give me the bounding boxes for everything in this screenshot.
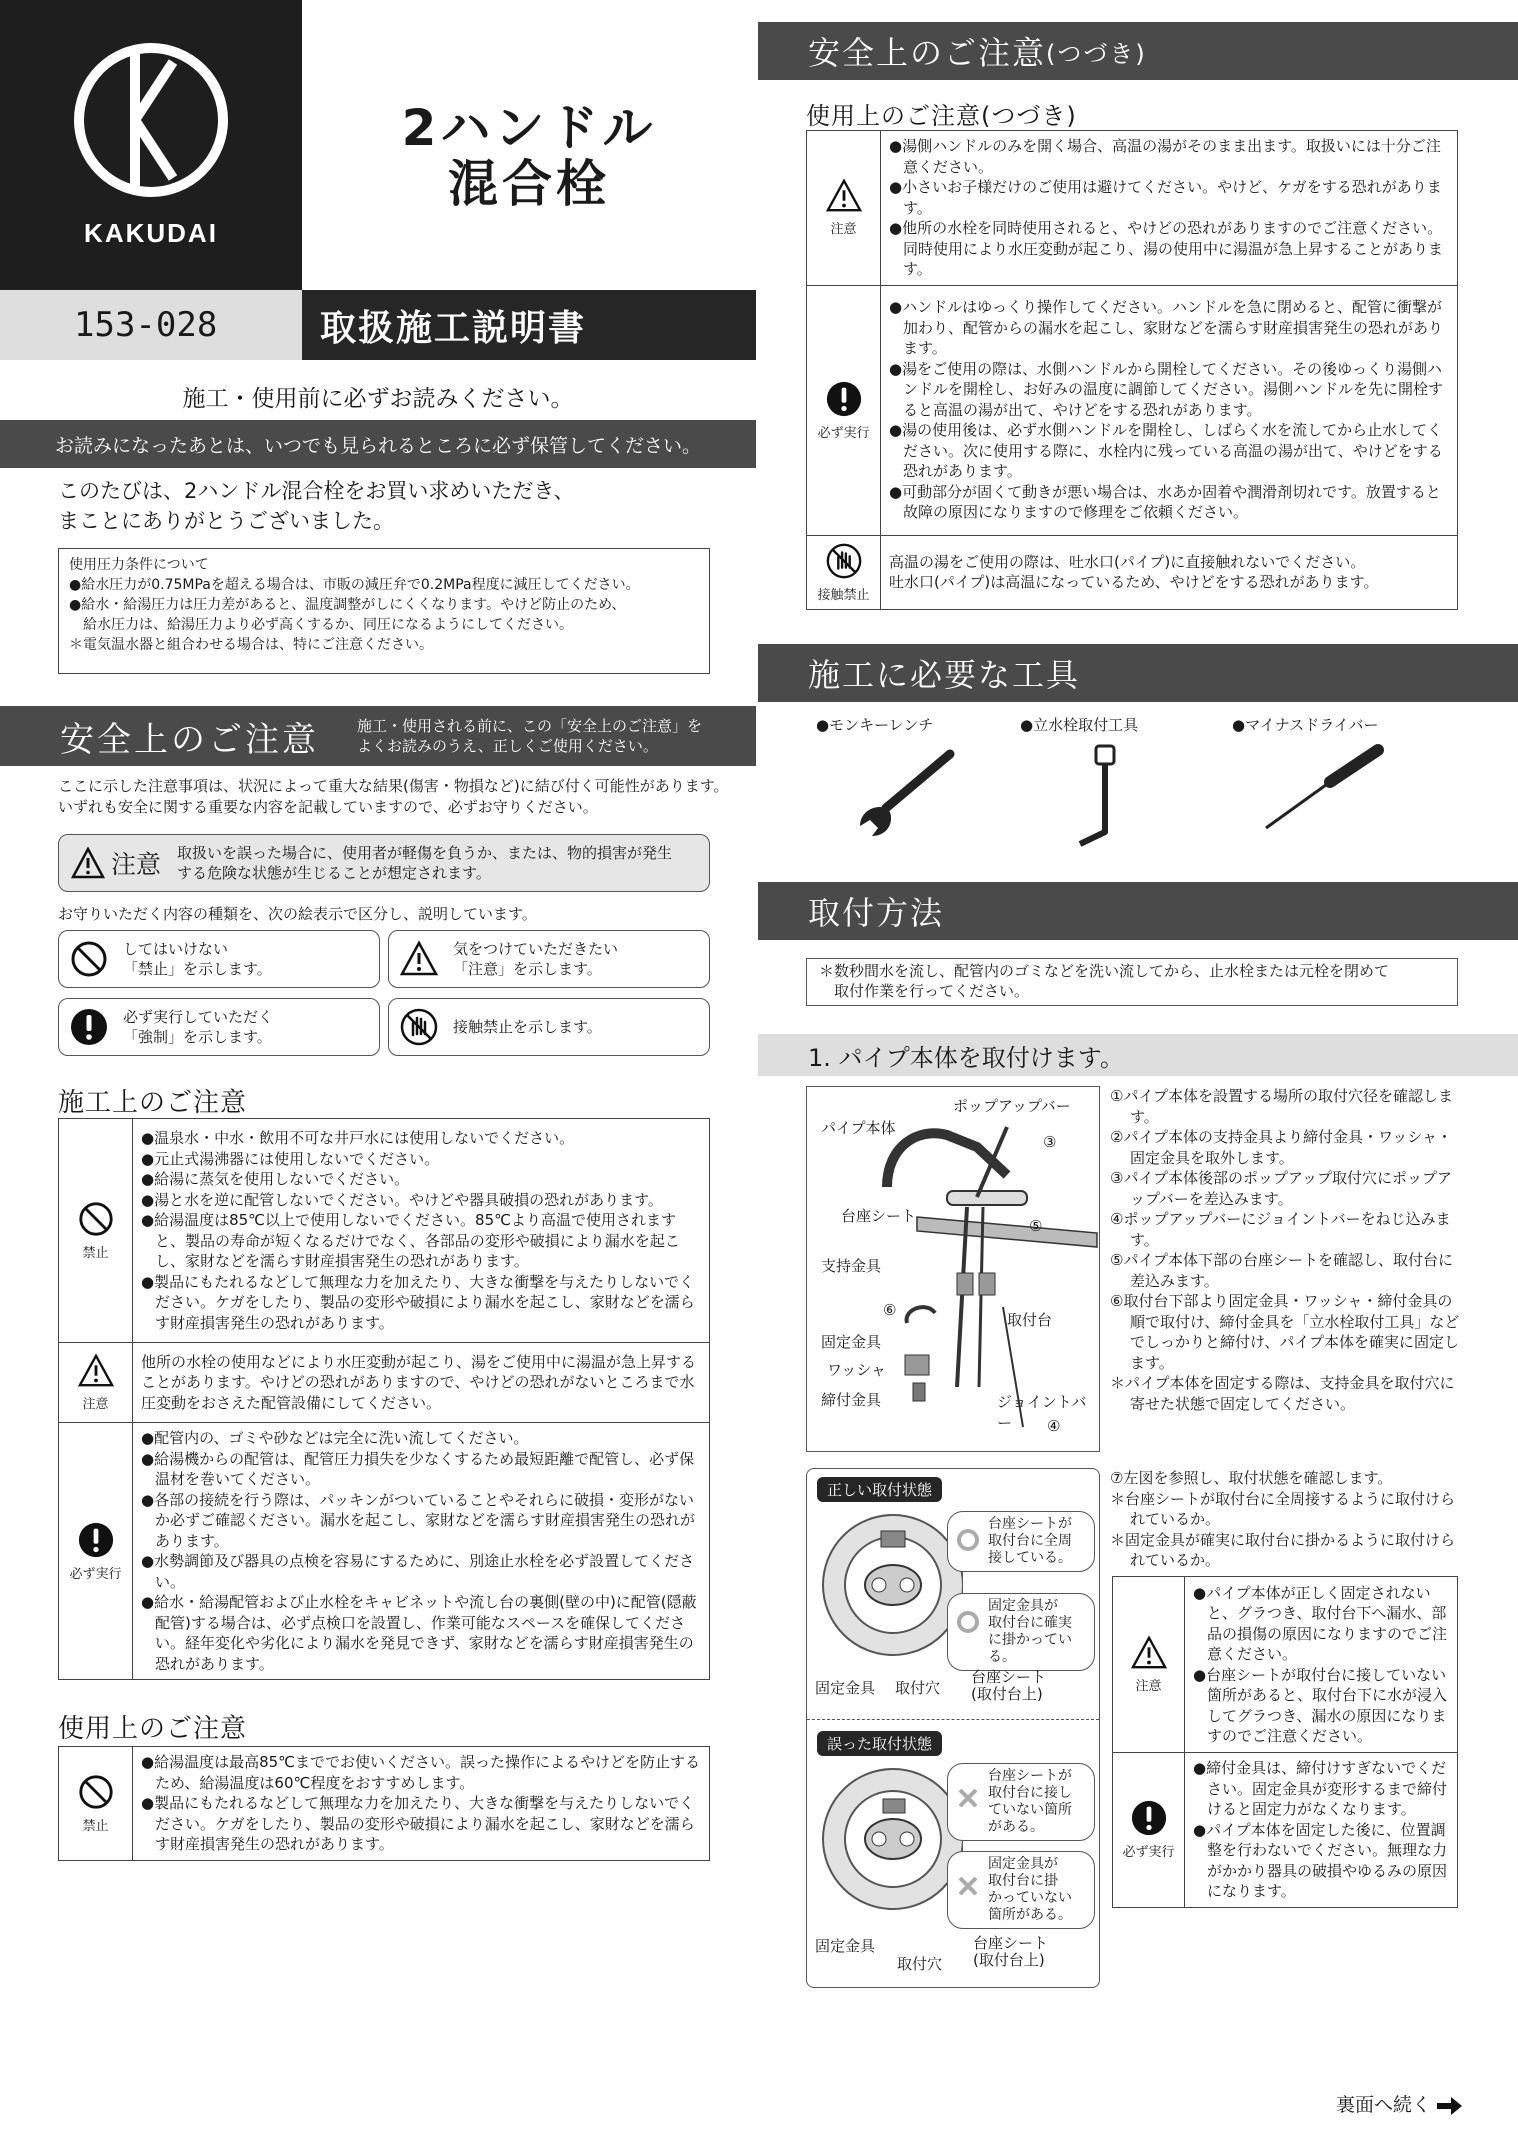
note-item: ●パイプ本体が正しく固定されないと、グラつき、取付台下へ漏水、部品の損傷の原因になりますのでご注意ください。 xyxy=(1193,1583,1448,1663)
step-item: ⑦左図を参照し、取付状態を確認します。 xyxy=(1110,1469,1393,1487)
caution-label: 注意 xyxy=(82,1397,109,1412)
label-step-3: ③ xyxy=(1043,1133,1057,1151)
bubble-line: 取付台に全周 xyxy=(988,1533,1072,1549)
caution-label: 注意 xyxy=(1135,1679,1162,1694)
usage-cont-table xyxy=(806,130,1458,610)
mandatory-icon xyxy=(825,380,863,418)
legend-text: してはいけない xyxy=(123,940,229,958)
bubble-line: 固定金具が xyxy=(988,1856,1058,1872)
caution-label: 注意 xyxy=(830,222,857,238)
label-joint-bar: ジョイントバー xyxy=(997,1393,1087,1432)
title-line1: 2ハンドル xyxy=(401,99,657,157)
label-popup-bar: ポップアップバー xyxy=(953,1097,1071,1115)
label-step-4: ④ xyxy=(1047,1417,1061,1435)
wrong-bubble-sheet xyxy=(947,1763,1095,1841)
construction-prohibit-list xyxy=(133,1119,710,1343)
bubble-line: 取付台に確実 xyxy=(988,1615,1072,1631)
mandatory-label: 必ず実行 xyxy=(1122,1845,1175,1861)
step-item: ③パイプ本体後部のポップアップ取付穴にポップアップバーを差込みます。 xyxy=(1110,1169,1452,1208)
manual-title: 取扱施工説明書 xyxy=(302,290,756,360)
legend-text: 接触禁止を示します。 xyxy=(453,1018,602,1036)
correct-circle-icon xyxy=(956,1610,980,1634)
note-item: ●配管内の、ゴミや砂などは完全に洗い流してください。 xyxy=(141,1429,529,1447)
step-item: ⑥取付台下部より固定金具・ワッシャ・締付金具の順で取付け、締付金具を「立水栓取付工具」などでしっかりと締付け、パイプ本体を確実に固定します。 xyxy=(1110,1292,1460,1372)
prohibit-label: 禁止 xyxy=(82,1246,109,1261)
note-item: ●元止式湯沸器には使用しないでください。 xyxy=(141,1149,440,1168)
thanks-line1: このたびは、2ハンドル混合栓をお買い求めいただき、 xyxy=(58,479,575,503)
brand-block xyxy=(0,0,302,290)
kakudai-logo-icon xyxy=(71,40,231,200)
pre-note-line2: 取付作業を行ってください。 xyxy=(819,982,1030,1000)
wrench-icon xyxy=(846,740,966,840)
mandatory-icon xyxy=(69,1007,109,1047)
legend-mandatory xyxy=(58,998,380,1056)
no-touch-icon xyxy=(825,542,863,580)
install-steps xyxy=(1110,1086,1462,1414)
bubble-line: 取付台に掛 xyxy=(988,1873,1058,1889)
caution-line2: する危険な状態が生じることが想定されます。 xyxy=(177,864,491,882)
bubble-line: ていない箇所 xyxy=(988,1802,1072,1818)
safety-section-header xyxy=(0,706,756,766)
note-item: ●各部の接続を行う際は、パッキンがついていることやそれらに破損・変形がないか必ずご確認ください。漏水を起こし、家財などを濡らす財産損害発生の恐れがあります。 xyxy=(141,1490,696,1550)
construction-mandatory-list xyxy=(133,1423,710,1680)
safety-cont-header xyxy=(758,22,1518,80)
step-item: ④ポップアップバーにジョイントバーをねじ込みます。 xyxy=(1110,1210,1451,1249)
install-header: 取付方法 xyxy=(758,882,1518,940)
note-item: ●台座シートが取付台に接していない箇所があると、取付台下に水が浸入してグラつき、漏水の原因になりますのでご注意ください。 xyxy=(1193,1665,1448,1745)
model-number: 153-028 xyxy=(0,290,302,360)
bubble-line: 取付台に接し xyxy=(988,1785,1072,1801)
thanks-line2: まことにありがとうございました。 xyxy=(58,509,394,533)
label-fixing-bracket: 固定金具 xyxy=(821,1333,882,1351)
correct-state-tag: 正しい取付状態 xyxy=(817,1477,942,1502)
warning-triangle-icon xyxy=(1130,1635,1168,1671)
legend-text: 必ず実行していただく xyxy=(123,1008,274,1026)
note-item: ●小さいお子様だけのご使用は避けてください。やけど、ケガをする恐れがあります。 xyxy=(889,178,1442,217)
note-item: ●湯と水を逆に配管しないでください。やけどや器具破損の恐れがあります。 xyxy=(141,1190,663,1209)
label-fixing-bracket: 固定金具 xyxy=(815,1679,876,1697)
prohibit-label: 禁止 xyxy=(82,1819,109,1834)
caution-cell xyxy=(59,1343,133,1423)
label-step-6: ⑥ xyxy=(883,1301,897,1319)
legend-text: 「注意」を示します。 xyxy=(453,960,602,978)
note-item: ●給湯温度は85℃以上で使用しないでください。85℃より高温で使用されますと、製品の寿命が短くなるだけでなく、各部品の変形や破損により漏水を起こし、家財などを濡らす財産損害発生の恐れがあります。 xyxy=(141,1211,680,1270)
tool-socket-label: ●立水栓取付工具 xyxy=(1020,716,1139,734)
no-touch-label: 接触禁止 xyxy=(817,587,870,603)
legend-prohibit xyxy=(58,930,380,988)
usage-cont-mandatory-list xyxy=(881,285,1458,535)
note-item: ●可動部分が固くて動きが悪い場合は、水あか固着や潤滑剤切れです。放置すると故障の原因になりますので修理をご依頼ください。 xyxy=(889,482,1441,522)
no-touch-line1: 高温の湯をご使用の際は、吐水口(パイプ)に直接触れないでください。 xyxy=(889,552,1366,571)
caution-definition-text xyxy=(177,843,672,883)
note-item: ●他所の水栓を同時使用されると、やけどの恐れがありますのでご注意ください。同時使用により水圧変動が起こり、湯の使用中に湯温が急上昇することがあります。 xyxy=(889,219,1444,278)
label-washer: ワッシャ xyxy=(827,1361,886,1379)
mandatory-cell xyxy=(807,285,881,535)
mandatory-icon xyxy=(1130,1799,1168,1837)
cross-icon xyxy=(956,1874,980,1898)
bubble-line: 箇所がある。 xyxy=(988,1907,1072,1923)
usage-cont-caution-list xyxy=(881,131,1458,286)
construction-table xyxy=(58,1118,710,1680)
note-item: ●締付金具は、締付けすぎないでください。固定金具が変形するまで締付けると固定力がなくなります。 xyxy=(1193,1759,1448,1818)
no-touch-cell xyxy=(807,535,881,609)
wrong-state-tag: 誤った取付状態 xyxy=(817,1731,942,1756)
label-step-5: ⑤ xyxy=(1029,1217,1043,1235)
install-notes-table xyxy=(1112,1576,1458,1908)
socket-tool-icon xyxy=(1060,740,1140,850)
bubble-line: 固定金具が xyxy=(988,1598,1058,1614)
label-base-sheet xyxy=(971,1669,1046,1703)
wrong-mount-illustration xyxy=(813,1759,963,1919)
label-line: 台座シート xyxy=(973,1934,1049,1952)
prohibit-icon xyxy=(77,1773,115,1811)
pressure-line: ●給水・給湯圧力は圧力差があると、温度調整がしにくくなります。やけど防止のため、 xyxy=(69,597,626,613)
construction-title: 施工上のご注意 xyxy=(58,1088,248,1118)
note-item: ●温泉水・中水・飲用不可な井戸水には使用しないでください。 xyxy=(141,1129,575,1147)
step-item: ①パイプ本体を設置する場所の取付穴径を確認します。 xyxy=(1110,1087,1453,1126)
label-line: (取付台上) xyxy=(973,1951,1045,1969)
intro-line1: ここに示した注意事項は、状況によって重大な結果(傷害・物損など)に結び付く可能性があります。 xyxy=(58,777,729,795)
pre-note-line1: ＊数秒間水を流し、配管内のゴミなどを洗い流してから、止水栓または元栓を閉めて xyxy=(819,962,1390,980)
correct-circle-icon xyxy=(956,1528,980,1552)
legend-text: 「強制」を示します。 xyxy=(123,1028,272,1046)
note-item: ●ハンドルはゆっくり操作してください。ハンドルを急に閉めると、配管に衝撃が加わり、配管からの漏水を起こし、家財などを濡らす財産損害発生の恐れがあります。 xyxy=(889,298,1444,358)
diagram-divider xyxy=(807,1719,1099,1720)
cross-icon xyxy=(956,1786,980,1810)
tool-wrench-label: ●モンキーレンチ xyxy=(816,716,934,734)
warning-triangle-icon xyxy=(825,178,863,214)
legend-text: 気をつけていただきたい xyxy=(453,940,619,958)
safety-intro xyxy=(58,776,748,818)
bubble-line: がある。 xyxy=(988,1819,1044,1835)
pressure-line: ●給水圧力が0.75MPaを超える場合は、市販の減圧弁で0.2MPa程度に減圧してください。 xyxy=(69,577,640,593)
note-item: ●パイプ本体を固定した後に、位置調整を行わないでください。無理な力がかかり器具の破損やゆるみの原因になります。 xyxy=(1193,1820,1448,1900)
legend-intro: お守りいただく内容の種類を、次の絵表示で区分し、説明しています。 xyxy=(58,905,537,923)
usage-prohibit-list xyxy=(133,1747,710,1861)
brand-name: KAKUDAI xyxy=(84,218,218,248)
label-pipe-body: パイプ本体 xyxy=(821,1119,896,1137)
no-touch-line2: 吐水口(パイプ)は高温になっているため、やけどをする恐れがあります。 xyxy=(889,573,1379,591)
usage-table xyxy=(58,1746,710,1861)
label-mounting-hole: 取付穴 xyxy=(895,1679,941,1697)
pressure-line: 給水圧力は、給湯圧力より必ず高くするか、同圧になるようにしてください。 xyxy=(69,617,573,633)
note-item: ●湯の使用後は、必ず水側ハンドルを開栓し、しばらく水を流してから止水してください。次に使用する際に、水栓内に残っている高温の湯が出て、やけどをする恐れがあります。 xyxy=(889,421,1443,481)
mandatory-label: 必ず実行 xyxy=(817,425,870,441)
prohibit-icon xyxy=(77,1200,115,1238)
label-mounting-base: 取付台 xyxy=(1007,1311,1053,1329)
usage-title: 使用上のご注意 xyxy=(58,1714,248,1744)
legend-caution xyxy=(388,930,710,988)
note-item: ●水勢調節及び器具の点検を容易にするために、別途止水栓を必ず設置してください。 xyxy=(141,1552,695,1591)
correct-bubble-fixing xyxy=(947,1593,1095,1671)
screwdriver-icon xyxy=(1256,740,1386,840)
mandatory-cell xyxy=(59,1423,133,1680)
label-support-bracket: 支持金具 xyxy=(821,1257,882,1275)
note-item: ●製品にもたれるなどして無理な力を加えたり、大きな衝撃を与えたりしないでください。ケガをしたり、製品の変形や破損により漏水を起こし、家財などを濡らす財産損害発生の恐れがあります。 xyxy=(141,1794,695,1854)
label-base-sheet xyxy=(973,1935,1048,1969)
caution-definition xyxy=(58,834,710,892)
note-item: ●湯をご使用の際は、水側ハンドルから開栓してください。その後ゆっくり湯側ハンドルを開栓し、お好みの温度に調節してください。湯側ハンドルを先に開栓すると高温の湯が出て、やけどをする恐れがあります。 xyxy=(889,359,1444,419)
title-line2: 混合栓 xyxy=(448,155,610,213)
mounting-state-diagram xyxy=(806,1468,1100,1988)
prohibit-cell xyxy=(59,1119,133,1343)
install-step-7 xyxy=(1110,1468,1462,1571)
step-item: ＊台座シートが取付台に全周接するように取付けられているか。 xyxy=(1110,1489,1456,1528)
label-tightening-nut: 締付金具 xyxy=(821,1391,882,1409)
warning-triangle-icon xyxy=(77,1353,115,1389)
label-mounting-hole: 取付穴 xyxy=(897,1955,943,1973)
continue-text: 裏面へ続く xyxy=(1336,2094,1432,2116)
label-base-sheet: 台座シート xyxy=(841,1207,917,1225)
safety-note xyxy=(357,716,702,756)
install-caution-list xyxy=(1185,1577,1458,1753)
bubble-line: に掛かっている。 xyxy=(988,1632,1072,1665)
step-item: ②パイプ本体の支持金具より締付金具・ワッシャ・固定金具を取外します。 xyxy=(1110,1128,1452,1167)
bubble-line: 台座シートが xyxy=(988,1516,1072,1532)
correct-bubble-sheet xyxy=(947,1511,1095,1572)
legend-text: 「禁止」を示します。 xyxy=(123,960,272,978)
warning-triangle-icon xyxy=(71,847,105,879)
no-touch-text xyxy=(881,535,1458,609)
assembly-diagram xyxy=(806,1086,1100,1452)
legend-no-touch xyxy=(388,998,710,1056)
label-line: (取付台上) xyxy=(971,1685,1043,1703)
construction-caution-text: 他所の水栓の使用などにより水圧変動が起こり、湯をご使用中に湯温が急上昇することがあります。やけどの恐れがありますので、やけどの恐れがないところまで水圧変動をおさえた配管設備にしてください。 xyxy=(133,1343,710,1423)
safety-note-line1: 施工・使用される前に、この「安全上のご注意」を xyxy=(357,717,703,735)
install-mandatory-list xyxy=(1185,1753,1458,1908)
caution-label: 注意 xyxy=(111,850,162,879)
prohibit-icon xyxy=(69,939,109,979)
step-item: ＊パイプ本体を固定する際は、支持金具を取付穴に寄せた状態で固定してください。 xyxy=(1110,1374,1455,1413)
correct-mount-illustration xyxy=(813,1505,963,1665)
note-item: ●給湯温度は最高85℃まででお使いください。誤った操作によるやけどを防止するため、給湯温度は60℃程度をおすすめします。 xyxy=(141,1753,701,1792)
note-item: ●給水・給湯配管および止水栓をキャビネットや流し台の裏側(壁の中)に配管(隠蔽配管)する場合は、必ず点検口を設置し、作業可能なスペースを確保してください。経年変化や劣化により漏水を発見できず、家財などを濡らす財産損害発生の恐れがあります。 xyxy=(141,1593,697,1673)
caution-line1: 取扱いを誤った場合に、使用者が軽傷を負うか、または、物的損害が発生 xyxy=(177,844,673,862)
bubble-line: 接している。 xyxy=(988,1550,1072,1566)
product-title xyxy=(302,100,756,212)
note-item: ●湯側ハンドルのみを開く場合、高温の湯がそのまま出ます。取扱いには十分ご注意ください。 xyxy=(889,137,1441,176)
read-first-notice: 施工・使用前に必ずお読みください。 xyxy=(182,386,574,412)
keep-notice-bar: お読みになったあとは、いつでも見られるところに必ず保管してください。 xyxy=(0,420,756,468)
arrow-right-icon xyxy=(1437,2096,1463,2116)
label-line: 台座シート xyxy=(971,1668,1047,1686)
section-title-suffix: (つづき) xyxy=(1046,39,1147,68)
usage-cont-title: 使用上のご注意(つづき) xyxy=(806,102,1077,130)
caution-cell xyxy=(1113,1577,1185,1753)
note-item: ●給湯に蒸気を使用しないでください。 xyxy=(141,1170,410,1188)
tool-screwdriver-label: ●マイナスドライバー xyxy=(1232,716,1379,734)
install-pre-note xyxy=(806,958,1458,1006)
thanks-message xyxy=(58,476,738,536)
continue-on-back xyxy=(1336,2090,1463,2117)
section-title: 安全上のご注意 xyxy=(808,34,1047,72)
safety-note-line2: よくお読みのうえ、正しくご使用ください。 xyxy=(357,737,658,755)
caution-cell xyxy=(807,131,881,286)
wrong-bubble-fixing xyxy=(947,1851,1095,1929)
mandatory-icon xyxy=(77,1521,115,1559)
no-touch-icon xyxy=(399,1007,439,1047)
mandatory-label: 必ず実行 xyxy=(69,1566,122,1582)
tools-header: 施工に必要な工具 xyxy=(758,644,1518,702)
pressure-line: ＊電気温水器と組合わせる場合は、特にご注意ください。 xyxy=(69,637,433,653)
step-item: ＊固定金具が確実に取付台に掛かるように取付けられているか。 xyxy=(1110,1530,1456,1569)
step-item: ⑤パイプ本体下部の台座シートを確認し、取付台に差込みます。 xyxy=(1110,1251,1453,1290)
pressure-title: 使用圧力条件について xyxy=(69,557,209,573)
note-item: ●製品にもたれるなどして無理な力を加えたり、大きな衝撃を与えたりしないでください。ケガをしたり、製品の変形や破損により漏水を起こし、家財などを濡らす財産損害発生の恐れがあります。 xyxy=(141,1272,695,1332)
bubble-line: かっていない xyxy=(988,1890,1072,1906)
label-fixing-bracket: 固定金具 xyxy=(815,1937,876,1955)
bubble-line: 台座シートが xyxy=(988,1768,1072,1784)
warning-triangle-icon xyxy=(399,939,439,979)
step-1-bar: 1. パイプ本体を取付けます。 xyxy=(758,1034,1518,1076)
prohibit-cell xyxy=(59,1747,133,1861)
note-item: ●給湯機からの配管は、配管圧力損失を少なくするため最短距離で配管し、必ず保温材を巻いてください。 xyxy=(141,1449,695,1488)
pressure-conditions-box xyxy=(58,548,710,674)
section-title: 安全上のご注意 xyxy=(60,719,319,760)
intro-line2: いずれも安全に関する重要な内容を記載していますので、必ずお守りください。 xyxy=(58,798,598,816)
mandatory-cell xyxy=(1113,1753,1185,1908)
